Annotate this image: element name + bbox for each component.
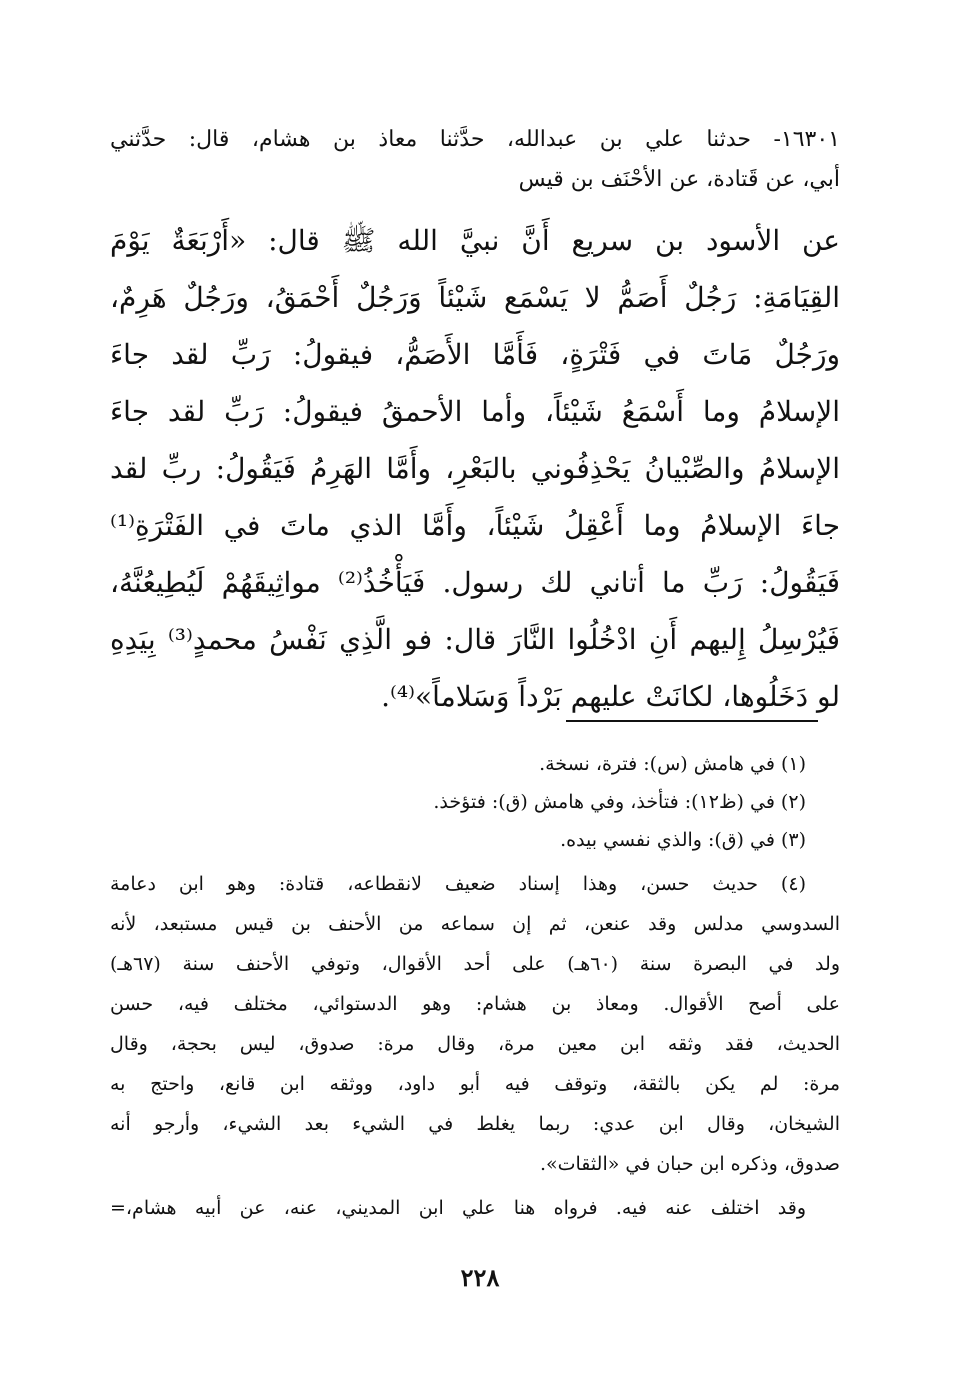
footnote-line: على أصح الأقوال. ومعاذ بن هشام: وهو الدستوائي، مختلف فيه، حسن bbox=[110, 993, 840, 1015]
footnote-line: (٣) في (ق): والذي نفسي بيده. bbox=[560, 829, 806, 851]
isnad-line: أبي، عن قَتادة، عن الأحْنَف بن قيس bbox=[518, 167, 840, 192]
footnote-line: مرة: لم يكن بالثقة، وتوقف فيه أبو داود، ووثقه ابن قانع، واحتج به bbox=[110, 1073, 840, 1095]
footnote-line: (٢) في (ظ١٢): فتأخذ، وفي هامش (ق): فتؤخذ. bbox=[433, 791, 806, 813]
footnote-line: (٤) حديث حسن، وهذا إسناد ضعيف لانقطاعه، قتادة: وهو ابن دعامة bbox=[110, 873, 806, 895]
footnotes bbox=[110, 746, 840, 1246]
footnote-line: (١) في هامش (س): فترة، نسخة. bbox=[539, 753, 806, 775]
matn-line: عن الأسود بن سريع أَنَّ نبيَّ الله ﷺ قال: «أَرْبَعَةٌ يَوْمَ bbox=[110, 224, 840, 257]
page-number: ٢٢٨ bbox=[460, 1263, 500, 1292]
footnote-line: وقد اختلف عنه فيه. فرواه هنا علي ابن المديني، عنه، عن أبيه هشام،= bbox=[110, 1197, 806, 1219]
hadith-isnad bbox=[110, 120, 840, 200]
matn-line: فَيُرْسِلُ إِليهم أَنِ ادْخُلُوا النَّارَ قال: فو الَّذِي نَفْسُ محمدٍ⁽³⁾ بِيَدِهِ bbox=[110, 623, 840, 656]
hadith-matn bbox=[110, 212, 840, 734]
footnote-line: الشيخان، وقال ابن عدي: ربما يغلط في الشيء بعد الشيء، وأرجو أنه bbox=[110, 1113, 840, 1135]
matn-line: ورَجُلٌ مَاتَ في فَتْرَةٍ، فَأَمَّا الأَصَمُّ، فيقولُ: رَبِّ لقد جاءَ bbox=[110, 338, 840, 371]
matn-line: فَيَقُولُ: رَبِّ ما أتاني لك رسول. فَيَأْخُذُ⁽²⁾ مواثِيقَهُمْ لَيُطِيعُنَّهُ، bbox=[110, 566, 840, 599]
matn-line: الإسلامُ وما أَسْمَعُ شَيْئاً، وأما الأحمقُ فيقولُ: رَبِّ لقد جاءَ bbox=[110, 395, 840, 428]
matn-line: لو دَخَلُوها، لكانَتْ عليهم بَرْداً وَسَلاماً»⁽⁴⁾. bbox=[381, 680, 840, 713]
matn-line: جاءَ الإسلامُ وما أَعْقِلُ شَيْئاً، وأَمَّا الذي ماتَ في الفَتْرَةِ⁽¹⁾ bbox=[110, 509, 840, 542]
footnote-line: الحديث، فقد وثقه ابن معين مرة، وقال مرة: صدوق، ليس بحجة، وقال bbox=[110, 1033, 840, 1055]
footnote-line: ولد في البصرة سنة (٦٠هـ) على أحد الأقوال، وتوفي الأحنف سنة (٦٧هـ) bbox=[110, 953, 840, 975]
footnote-separator bbox=[566, 720, 818, 722]
matn-line: القِيَامَةِ: رَجُلٌ أَصَمُّ لا يَسْمَع شَيْئاً وَرَجُلٌ أَحْمَقُ، ورَجُلٌ هَرِمٌ، bbox=[110, 281, 840, 314]
footnote-line: السدوسي مدلس وقد عنعن، ثم إن سماعه من الأحنف بن قيس مستبعد، لأنه bbox=[110, 913, 840, 935]
matn-line: الإسلامُ والصِّبْيانُ يَحْذِفُوني بالبَعْرِ، وأَمَّا الهَرِمُ فَيَقُولُ: ربِّ لقد bbox=[110, 452, 840, 485]
footnote-line: صدوق، وذكره ابن حبان في «الثقات». bbox=[539, 1153, 840, 1175]
isnad-line: ١٦٣٠١- حدثنا علي بن عبدالله، حدَّثنا معاذ بن هشام، قال: حدَّثني bbox=[110, 127, 840, 152]
